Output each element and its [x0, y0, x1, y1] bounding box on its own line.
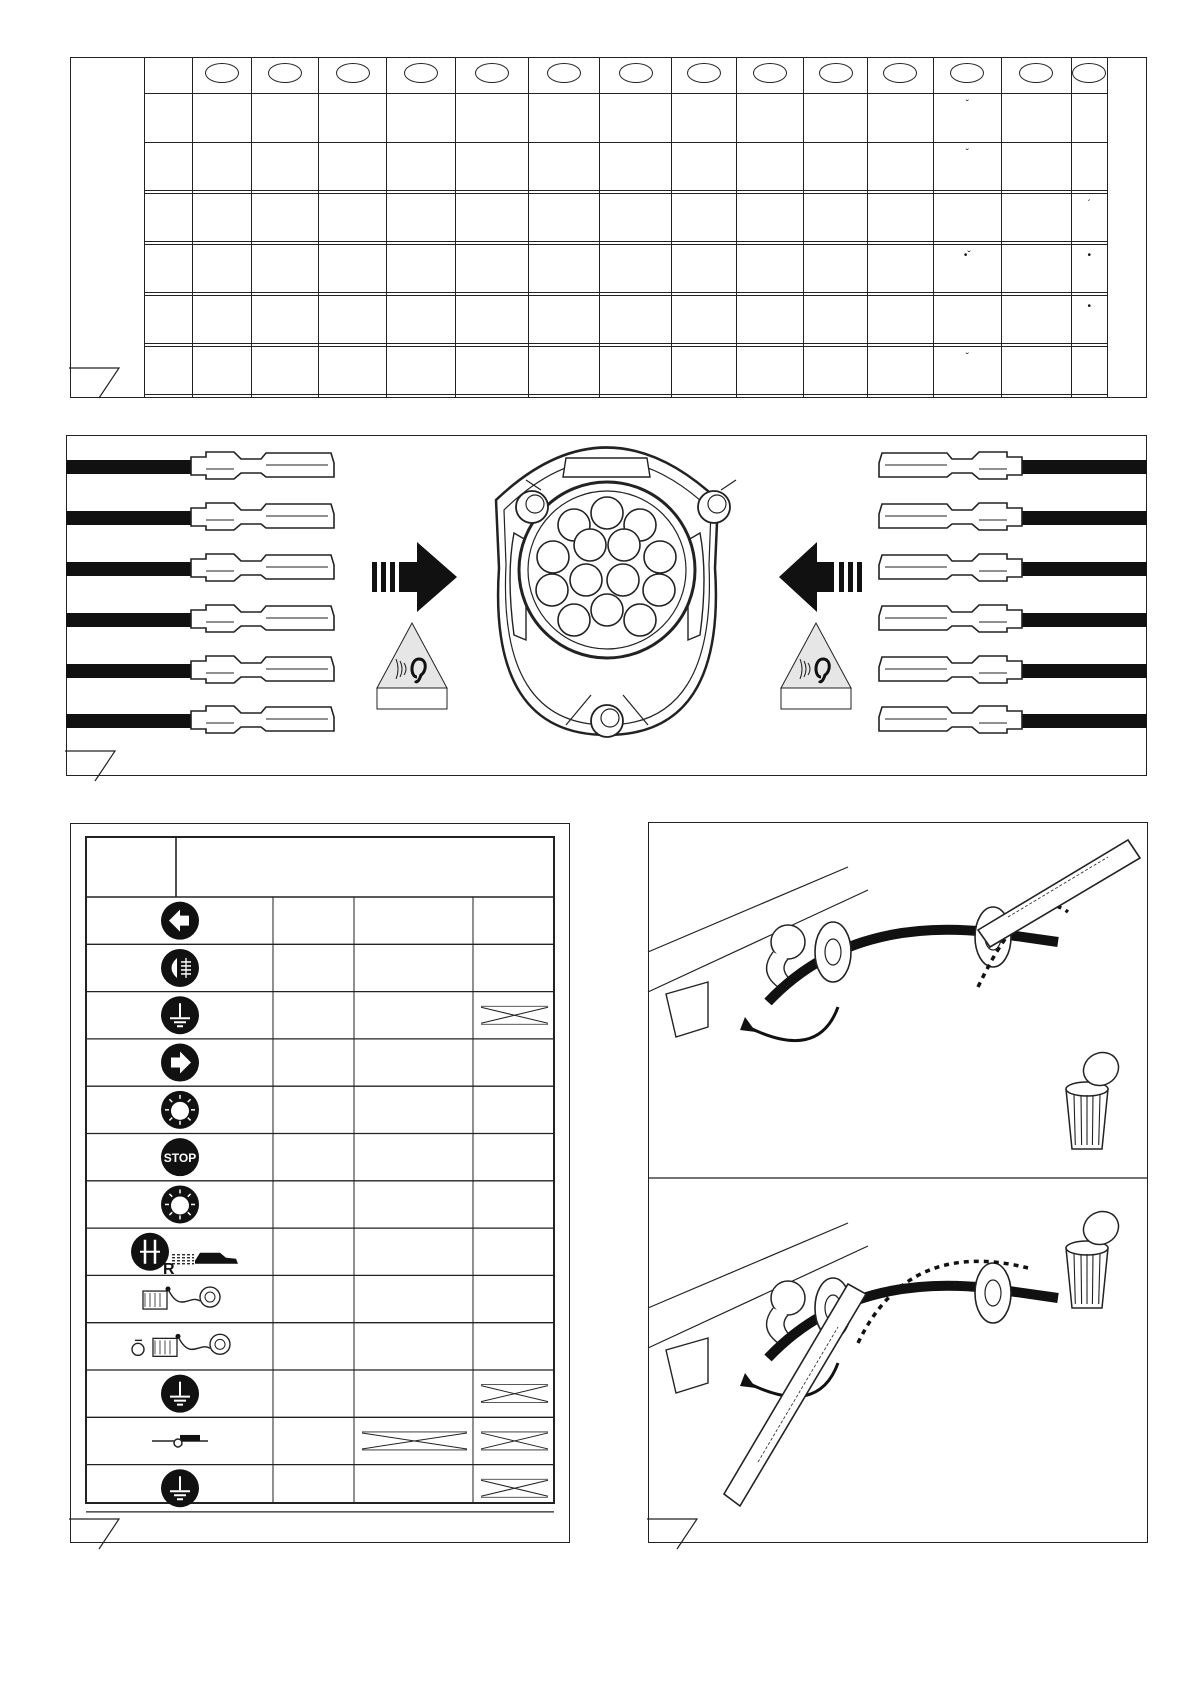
installation-steps [648, 822, 1148, 1543]
arrow-head [740, 1017, 756, 1032]
table-cell [192, 193, 251, 242]
page-corner-fold [69, 1509, 129, 1551]
table-cell [868, 295, 933, 344]
language-header-cell [933, 58, 1001, 94]
language-header-cell [672, 58, 737, 94]
language-header-cell [528, 58, 600, 94]
table-cell [319, 244, 386, 293]
table-cell [933, 142, 1001, 191]
mounting-plate [666, 982, 708, 1037]
plug-shape [200, 1287, 220, 1307]
table-cell [672, 346, 737, 395]
table-row [145, 395, 1108, 398]
table-cell [145, 142, 193, 191]
diacritic-mark: ˇ [965, 99, 969, 110]
fitting-arrow [748, 1007, 838, 1041]
table-cell [319, 395, 386, 398]
table-cell [933, 295, 1001, 344]
listen-click-warning-icon [781, 623, 851, 709]
can-rib [1081, 1095, 1082, 1145]
table-cell [251, 244, 318, 293]
wire [66, 664, 191, 678]
grommet-hole [825, 939, 841, 965]
ground-icon [161, 1469, 199, 1507]
listen-click-warning-icon [377, 623, 447, 709]
table-cell [1002, 244, 1072, 293]
stop-label: STOP [163, 1151, 197, 1166]
mounting-hole-inner [526, 495, 544, 513]
crimp-terminal-wire [66, 452, 334, 479]
table-cell [600, 346, 672, 395]
arrow-head [740, 1373, 756, 1388]
table-cell [251, 193, 318, 242]
language-flag-oval [619, 63, 653, 83]
table-cell [672, 395, 737, 398]
table-cell [672, 295, 737, 344]
table-cell [868, 94, 933, 143]
language-header-cell [1071, 58, 1107, 94]
socket-pin-hole [536, 574, 568, 606]
table-cell [251, 94, 318, 143]
table-cell [600, 244, 672, 293]
table-cell [456, 395, 529, 398]
table-cell [192, 295, 251, 344]
table-cell [1002, 94, 1072, 143]
table-cell [192, 395, 251, 398]
insert-arrow-icon [372, 542, 457, 612]
socket-body [496, 448, 736, 738]
wire [1022, 664, 1147, 678]
table-cell [251, 142, 318, 191]
table-cell [145, 193, 193, 242]
table-cell [600, 295, 672, 344]
table-cell [251, 295, 318, 344]
crimp-terminal-wire [879, 554, 1147, 581]
language-flag-oval [819, 63, 853, 83]
table-cell [868, 244, 933, 293]
table-cell [737, 346, 803, 395]
socket-pin-hole [537, 541, 569, 573]
table-cell [737, 395, 803, 398]
table-cell [528, 395, 600, 398]
table-cell [251, 395, 318, 398]
language-header-row [145, 58, 1108, 94]
socket-pin-hole [558, 604, 590, 636]
wire [1022, 613, 1147, 627]
table-cell [600, 395, 672, 398]
left-indicator-icon [161, 902, 199, 940]
ground-icon [161, 996, 199, 1034]
table-cell [386, 395, 456, 398]
table-row [145, 94, 1108, 143]
lamp-shape [171, 1196, 189, 1214]
socket-pin-hole [591, 594, 623, 626]
table-cell [672, 244, 737, 293]
page-corner-fold [69, 358, 129, 400]
table-cell [803, 244, 867, 293]
table-cell [386, 244, 456, 293]
language-header-cell [803, 58, 867, 94]
socket-diagram [66, 435, 1147, 776]
tail-light-icon [161, 1185, 199, 1223]
table-cell [319, 346, 386, 395]
rear-fog-lamp-icon [161, 949, 199, 987]
table-cell [145, 395, 193, 398]
table-cell [600, 142, 672, 191]
language-flag-oval [1072, 63, 1106, 83]
table-cell [600, 94, 672, 143]
arrow-bar [390, 562, 395, 592]
diacritic-mark: •ˇ [963, 249, 971, 261]
table-row [145, 295, 1108, 344]
language-flag-oval [687, 63, 721, 83]
socket-pin-hole [608, 529, 640, 561]
wiring-table-frame [86, 837, 554, 1503]
crimp-terminal-wire [66, 706, 334, 733]
socket-pin-hole [574, 529, 606, 561]
table-cell [803, 295, 867, 344]
socket-pin-hole [591, 497, 623, 529]
table-cell [386, 346, 456, 395]
table-cell [1071, 142, 1107, 191]
socket-pin-hole [643, 574, 675, 606]
language-header-cell [600, 58, 672, 94]
arrow-head [399, 542, 457, 612]
table-cell [528, 244, 600, 293]
language-header-cell [1002, 58, 1072, 94]
wire [66, 511, 191, 525]
socket-pin-hole [570, 564, 602, 596]
table-cell [933, 346, 1001, 395]
mounting-plate [666, 1338, 708, 1393]
table-cell [456, 193, 529, 242]
icon-disc [161, 949, 199, 987]
table-cell [868, 346, 933, 395]
table-row [145, 346, 1108, 395]
table-cell [1071, 346, 1107, 395]
warning-label-box [377, 688, 447, 709]
language-header-cell [192, 58, 251, 94]
table-cell [737, 142, 803, 191]
crimp-terminal-wire [879, 503, 1147, 530]
arrow-bar [839, 562, 844, 592]
language-header-cell [868, 58, 933, 94]
knife-body [724, 1284, 866, 1506]
table-cell [1071, 295, 1107, 344]
table-cell [386, 295, 456, 344]
table-cell [192, 244, 251, 293]
language-header-cell [456, 58, 529, 94]
table-cell [933, 244, 1001, 293]
table-cell [456, 142, 529, 191]
table-cell [672, 193, 737, 242]
can-rib [1092, 1254, 1093, 1304]
wire [66, 562, 191, 576]
table-cell [737, 193, 803, 242]
mounting-hole-inner [708, 495, 726, 513]
crimp-terminal-wire [879, 605, 1147, 632]
wire [66, 613, 191, 627]
insert-arrow-icon [779, 542, 862, 612]
table-cell [456, 346, 529, 395]
ground-icon [161, 1375, 199, 1413]
table-cell [528, 193, 600, 242]
trash-can-icon [1066, 1205, 1125, 1308]
wire [1022, 460, 1147, 474]
grommet-hole [985, 1280, 1001, 1306]
arrow-bar [857, 562, 862, 592]
language-flag-oval [404, 63, 438, 83]
mounting-hole-inner [601, 709, 619, 727]
table-cell [251, 346, 318, 395]
table-cell [145, 244, 193, 293]
sensor-body [180, 1435, 200, 1441]
table-cell [386, 142, 456, 191]
table-cell [1071, 244, 1107, 293]
reverse-label: R [163, 1260, 175, 1278]
crimp-terminal-wire [66, 605, 334, 632]
terminal-dot [176, 1334, 181, 1339]
table-cell [1002, 193, 1072, 242]
table-cell [933, 395, 1001, 398]
wire [1022, 714, 1147, 728]
language-flag-oval [1019, 63, 1053, 83]
wire [66, 714, 191, 728]
language-flag-oval [205, 63, 239, 83]
warning-triangle [781, 623, 851, 688]
table-row [145, 193, 1108, 242]
table-cell [1002, 295, 1072, 344]
can-rib [1092, 1095, 1093, 1145]
table-cell [192, 142, 251, 191]
table-cell [803, 142, 867, 191]
language-flag-oval [475, 63, 509, 83]
tail-light-icon [161, 1091, 199, 1129]
diacritic-mark: • [1087, 249, 1092, 261]
arrow-bar [848, 562, 853, 592]
table-cell [737, 244, 803, 293]
can-rib [1081, 1254, 1082, 1304]
table-cell [1071, 94, 1107, 143]
stop-icon [161, 1138, 199, 1176]
crimp-terminal-wire [879, 656, 1147, 683]
table-cell [737, 94, 803, 143]
table-cell [1071, 395, 1107, 398]
language-header-cell [737, 58, 803, 94]
language-header-cell [145, 58, 193, 94]
socket-pin-hole [644, 541, 676, 573]
diacritic-mark: ˇ [965, 147, 969, 159]
table-cell [672, 94, 737, 143]
table-cell [1002, 346, 1072, 395]
installation-step [648, 867, 1068, 1041]
language-header-cell [386, 58, 456, 94]
table-cell [319, 94, 386, 143]
diacritic-mark: ˇ [965, 351, 969, 363]
table-cell [528, 142, 600, 191]
wiring-table [86, 837, 556, 1503]
utility-knife-icon [978, 840, 1140, 947]
table-cell [456, 94, 529, 143]
crimp-terminal-wire [879, 706, 1147, 733]
crimp-terminal-wire [66, 656, 334, 683]
table-cell [192, 94, 251, 143]
table-cell [528, 295, 600, 344]
arrow-head [779, 542, 834, 612]
crimp-terminal-wire [66, 503, 334, 530]
table-cell [1002, 395, 1072, 398]
language-flag-oval [547, 63, 581, 83]
lamp-shape [171, 1102, 189, 1120]
table-row [145, 142, 1108, 191]
table-cell [933, 193, 1001, 242]
socket-pin-hole [607, 564, 639, 596]
table-cell [868, 193, 933, 242]
table-cell [803, 395, 867, 398]
table-cell [600, 193, 672, 242]
table-cell [528, 346, 600, 395]
table-cell [672, 142, 737, 191]
table-cell [737, 295, 803, 344]
plug-shape [210, 1334, 230, 1354]
table-cell [528, 94, 600, 143]
socket-pin-hole [624, 604, 656, 636]
table-cell [933, 94, 1001, 143]
arrow-bar [372, 562, 377, 592]
table-row [145, 244, 1108, 293]
table-cell [1071, 193, 1107, 242]
table-cell [145, 295, 193, 344]
top-key [563, 458, 650, 477]
crimp-terminal-wire [66, 554, 334, 581]
language-header-cell [319, 58, 386, 94]
table-cell [386, 193, 456, 242]
table-cell [1002, 142, 1072, 191]
language-flag-oval [883, 63, 917, 83]
right-indicator-icon [161, 1044, 199, 1082]
crimp-terminal-wire [879, 452, 1147, 479]
language-table [144, 57, 1108, 398]
table-cell [319, 142, 386, 191]
table-cell [803, 346, 867, 395]
table-cell [192, 346, 251, 395]
wire [66, 460, 191, 474]
wire [1022, 562, 1147, 576]
arrow-bar [381, 562, 386, 592]
table-cell [145, 94, 193, 143]
table-cell [386, 94, 456, 143]
table-cell [319, 295, 386, 344]
trash-can-icon [1066, 1046, 1125, 1149]
knife-body [978, 840, 1140, 947]
language-flag-oval [950, 63, 984, 83]
diacritic-mark: • [1087, 300, 1092, 312]
language-flag-oval [268, 63, 302, 83]
table-cell [868, 142, 933, 191]
table-cell [803, 94, 867, 143]
table-cell [868, 395, 933, 398]
language-header-cell [251, 58, 318, 94]
warning-label-box [781, 688, 851, 709]
table-cell [319, 193, 386, 242]
diacritic-mark: ´ [1087, 198, 1091, 210]
table-cell [456, 244, 529, 293]
sensor-node [174, 1439, 182, 1447]
table-cell [145, 346, 193, 395]
language-flag-oval [753, 63, 787, 83]
wire [1022, 511, 1147, 525]
warning-triangle [377, 623, 447, 688]
table-cell [803, 193, 867, 242]
language-flag-oval [336, 63, 370, 83]
utility-knife-icon [724, 1284, 866, 1506]
table-cell [456, 295, 529, 344]
